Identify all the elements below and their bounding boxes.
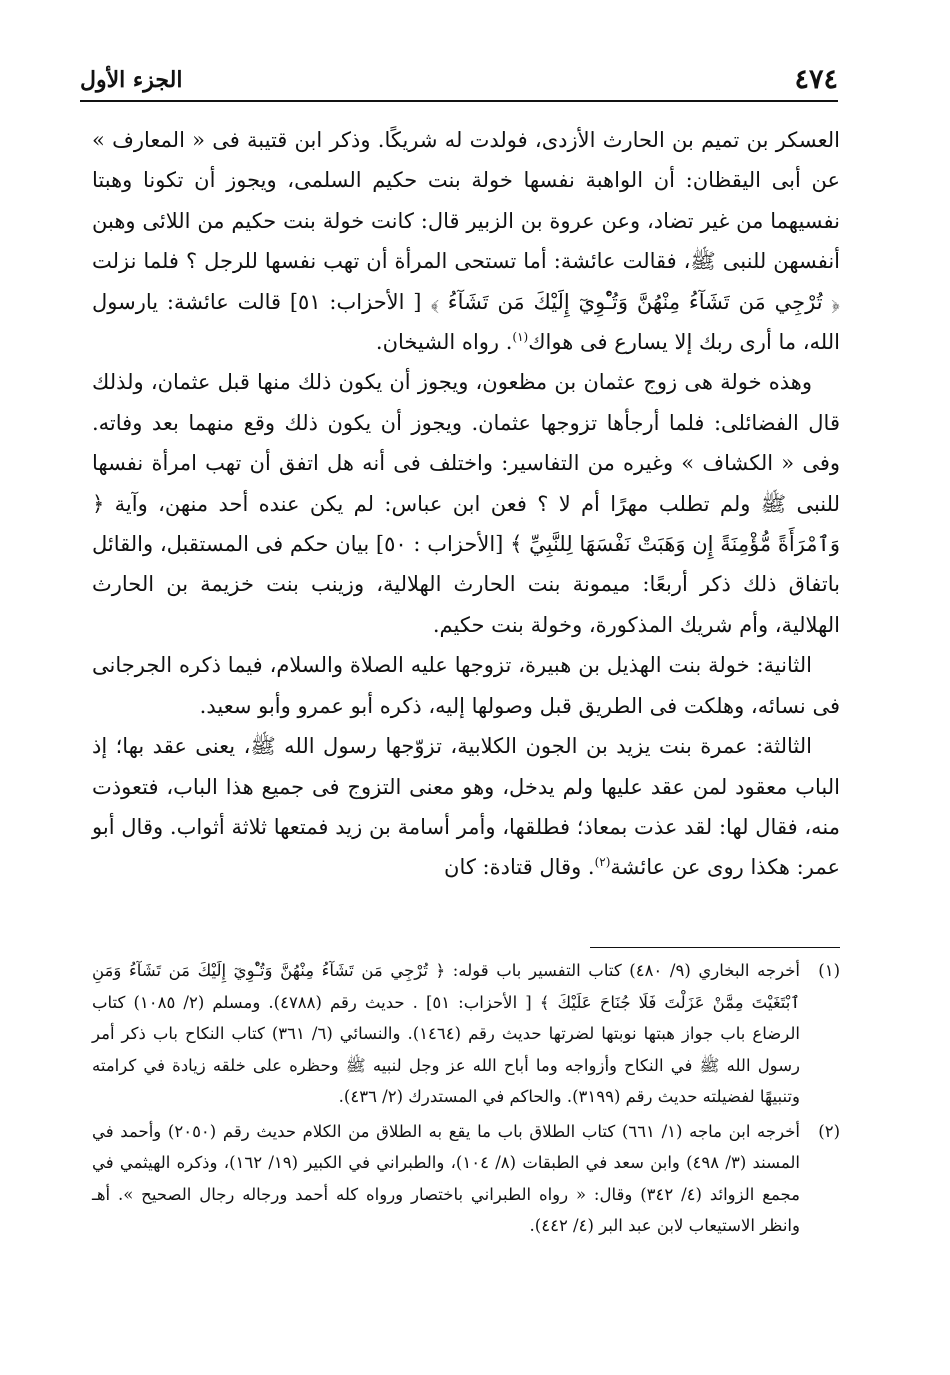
page-header (80, 56, 838, 102)
footnote-text: أخرجه ابن ماجه (١/ ٦٦١) كتاب الطلاق باب ما يقع به الطلاق من الكلام حديث رقم (٢٠٥٠) وأحمد في المسند (٣/ ٤٩٨) وابن سعد في الطبقات (٨/ ١٠٤)، والطبراني في الكبير (١٩/ ١٦٢)، وذكره الهيثمي في مجمع الزوائد (٤/ ٣٤٢) وقال: « رواه الطبراني باختصار ورواه كله أحمد ورجاله رجال الصحيح ». أهـ وانظر الاستيعاب لابن عبد البر (٤/ ٤٤٢). (92, 1121, 801, 1235)
footnote-divider (590, 947, 840, 948)
running-title: الجزء الأول (80, 67, 183, 93)
page-number: ٤٧٤ (794, 64, 838, 95)
footnote-ref-2: (٢) (594, 855, 611, 870)
footnote-1 (92, 955, 840, 1113)
paragraph-1-end: . رواه الشيخان. (375, 330, 513, 355)
footnote-number: (٢) (818, 1121, 840, 1141)
main-text (92, 120, 840, 888)
footnote-ref-1: (١) (512, 330, 529, 345)
footnote-text: أخرجه البخاري (٩/ ٤٨٠) كتاب التفسير باب قوله: ﴿ تُرْجِي مَن تَشَآءُ مِنْهُنَّ وَتُـْٔوِيٓ إِلَيْكَ مَن تَشَآءُ وَمَنِ ٱبْتَغَيْتَ مِمَّنْ عَزَلْتَ فَلَا جُنَاحَ عَلَيْكَ ﴾ [ الأحزاب: ٥١] . حديث رقم (٤٧٨٨). ومسلم (٢/ ١٠٨٥) كتاب الرضاع باب جواز هبتها نوبتها لضرتها حديث رقم (١٤٦٤). والنسائي (٦/ ٣٦١) كتاب النكاح باب ذكر أمر رسول الله ﷺ في النكاح وأزواجه وما أباح الله عز وجل لنبيه ﷺ وحظره على خلقه زيادة في كرامته وتنبيهًا لفضيلته حديث رقم (٣١٩٩). والحاكم في المستدرك (٢/ ٤٣٦). (92, 961, 801, 1106)
footnotes (92, 955, 840, 1242)
footnote-2 (92, 1116, 840, 1242)
paragraph-4-text: الثالثة: عمرة بنت يزيد بن الجون الكلابية، تزوّجها رسول الله ﷺ، يعنى عقد بها؛ إذ الباب معقود لمن عقد عليها ولم يدخل، وهو معنى التزوج فى جميع هذا الباب، فتعوذت منه، فقال لها: لقد عذت بمعاذ؛ فطلقها، وأمر أسامة بن زيد فمتعها ثلاثة أثواب. وقال أبو عمر: هكذا روى عن عائشة (92, 734, 840, 880)
paragraph-2: وهذه خولة هى زوج عثمان بن مظعون، ويجوز أن يكون ذلك منها قبل عثمان، ولذلك قال الفضائلى: فلما أرجأها تزوجها عثمان. ويجوز أن يكون ذلك وقع منهما بعد وفاته. وفى « الكشاف » وغيره من التفاسير: واختلف فى أنه هل اتفق أن تهب امرأة نفسها للنبى ﷺ ولم تطلب مهرًا أم لا ؟ فعن ابن عباس: لم يكن عنده أحد منهن، وآية ﴿ وَٱمْرَأَةً مُّؤْمِنَةً إِن وَهَبَتْ نَفْسَهَا لِلنَّبِيِّ ﴾ [الأحزاب : ٥٠] بيان حكم فى المستقبل، والقائل باتفاق ذلك ذكر أربعًا: ميمونة بنت الحارث الهلالية، وزينب بنت خزيمة بن الحارث الهلالية، وأم شريك المذكورة، وخولة بنت حكيم. (92, 370, 840, 637)
paragraph-4 (92, 726, 840, 888)
paragraph-4-end: . وقال قتادة: كان (444, 855, 595, 880)
paragraph-1 (92, 120, 840, 362)
paragraph-1-text: العسكر بن تميم بن الحارث الأزدى، فولدت له شريكًا. وذكر ابن قتيبة فى « المعارف » عن أبى اليقظان: أن الواهبة نفسها خولة بنت حكيم السلمى، ويجوز أن تكونا وهبتا نفسيهما من غير تضاد، وعن عروة بن الزبير قال: كانت خولة بنت حكيم من اللائى وهبن أنفسهن للنبى ﷺ، فقالت عائشة: أما تستحى المرأة أن تهب نفسها للرجل ؟ فلما نزلت ﴿ تُرْجِي مَن تَشَآءُ مِنْهُنَّ وَتُـْٔوِيٓ إِلَيْكَ مَن تَشَآءُ ﴾ [ الأحزاب: ٥١] قالت عائشة: يارسول الله، ما أرى ربك إلا يسارع فى هواك (92, 128, 841, 355)
footnote-number: (١) (818, 961, 840, 980)
paragraph-3: الثانية: خولة بنت الهذيل بن هبيرة، تزوجها عليه الصلاة والسلام، فيما ذكره الجرجانى فى نسائه، وهلكت فى الطريق قبل وصولها إليه، ذكره أبو عمرو وأبو سعيد. (92, 653, 840, 718)
